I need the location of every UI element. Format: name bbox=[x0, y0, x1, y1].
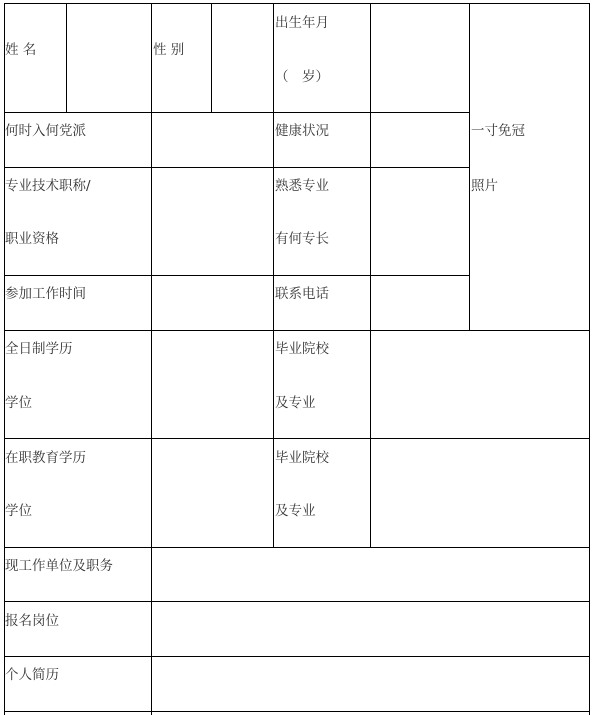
position-label: 报名岗位 bbox=[5, 613, 59, 629]
grid-line bbox=[4, 711, 590, 712]
grid-line bbox=[4, 330, 590, 331]
fulltime-school-label-line2: 及专业 bbox=[275, 395, 316, 411]
grid-line bbox=[469, 3, 470, 330]
grid-line bbox=[4, 275, 470, 276]
grid-line bbox=[66, 3, 67, 112]
inservice-school-label-line1: 毕业院校 bbox=[275, 450, 329, 466]
grid-line bbox=[4, 167, 470, 168]
health-label: 健康状况 bbox=[275, 123, 329, 139]
grid-line bbox=[4, 601, 590, 602]
party-label: 何时入何党派 bbox=[5, 123, 86, 139]
gender-label: 性 别 bbox=[153, 42, 185, 58]
inservice-school-label-line2: 及专业 bbox=[275, 503, 316, 519]
resume-label: 个人简历 bbox=[5, 667, 59, 683]
birth-label: 出生年月 bbox=[275, 15, 329, 31]
grid-line bbox=[370, 3, 371, 547]
grid-line bbox=[4, 3, 5, 715]
work-start-label: 参加工作时间 bbox=[5, 286, 86, 302]
grid-line bbox=[4, 547, 590, 548]
grid-line bbox=[4, 656, 590, 657]
photo-label-line1: 一寸免冠 bbox=[471, 123, 525, 139]
registration-form-table bbox=[4, 3, 590, 715]
grid-line bbox=[273, 3, 274, 547]
phone-label: 联系电话 bbox=[275, 286, 329, 302]
specialty-label-line2: 有何专长 bbox=[275, 231, 329, 247]
grid-line bbox=[589, 3, 590, 715]
photo-label-line2: 照片 bbox=[471, 178, 498, 194]
inservice-edu-label-line2: 学位 bbox=[5, 503, 32, 519]
grid-line bbox=[151, 3, 152, 715]
age-label: （ 岁） bbox=[275, 69, 329, 85]
grid-line bbox=[4, 112, 470, 113]
fulltime-edu-label-line1: 全日制学历 bbox=[5, 341, 73, 357]
title-label-line1: 专业技术职称/ bbox=[5, 178, 91, 194]
fulltime-edu-label-line2: 学位 bbox=[5, 395, 32, 411]
specialty-label-line1: 熟悉专业 bbox=[275, 178, 329, 194]
grid-line bbox=[211, 3, 212, 112]
fulltime-school-label-line1: 毕业院校 bbox=[275, 341, 329, 357]
inservice-edu-label-line1: 在职教育学历 bbox=[5, 450, 86, 466]
current-job-label: 现工作单位及职务 bbox=[5, 558, 113, 574]
grid-line bbox=[4, 3, 590, 4]
title-label-line2: 职业资格 bbox=[5, 231, 59, 247]
grid-line bbox=[4, 438, 590, 439]
name-label: 姓 名 bbox=[5, 42, 37, 58]
